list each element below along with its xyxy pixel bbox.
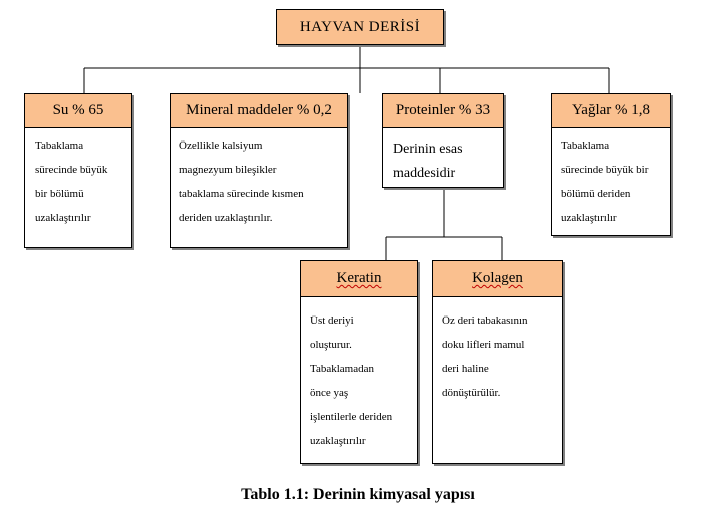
node-mineral-title: [171, 94, 347, 128]
node-su-line: uzaklaştırılır: [35, 212, 91, 224]
node-keratin: [300, 260, 418, 464]
node-keratin-body: [301, 309, 417, 453]
node-hayvan-derisi: [276, 9, 444, 45]
node-su-title-text: Su % 65: [52, 102, 104, 118]
node-protein: [382, 93, 504, 188]
node-yag-line: Tabaklama: [561, 140, 610, 152]
node-kolagen-body: [433, 309, 562, 405]
node-protein-title: [383, 94, 503, 128]
node-mineral: [170, 93, 348, 248]
node-protein-line: maddesidir: [393, 166, 456, 181]
node-mineral-line: deriden uzaklaştırılır.: [179, 212, 273, 224]
node-su-line: sürecinde büyük: [35, 164, 108, 176]
node-su-line: Tabaklama: [35, 140, 84, 152]
node-yag-body: [552, 134, 670, 230]
node-protein-body: [383, 138, 503, 186]
node-keratin-line: işlentilerle deriden: [310, 411, 393, 423]
figure-caption: Tablo 1.1: Derinin kimyasal yapısı: [241, 486, 475, 503]
node-keratin-line: oluşturur.: [310, 339, 352, 351]
node-yag-line: bölümü deriden: [561, 188, 631, 200]
node-yag-line: sürecinde büyük bir: [561, 164, 649, 176]
node-kolagen-line: doku lifleri mamul: [442, 339, 525, 351]
node-mineral-line: tabaklama sürecinde kısmen: [179, 188, 304, 200]
node-su-title: [25, 94, 131, 128]
node-keratin-line: önce yaş: [310, 387, 349, 399]
node-hayvan-derisi-label: HAYVAN DERİSİ: [299, 19, 421, 35]
node-mineral-line: magnezyum bileşikler: [179, 164, 277, 176]
node-yag: [551, 93, 671, 236]
node-keratin-title-text: Keratin: [336, 270, 382, 286]
node-yag-title: [552, 94, 670, 128]
node-kolagen-line: dönüştürülür.: [442, 387, 501, 399]
node-yag-line: uzaklaştırılır: [561, 212, 617, 224]
node-mineral-body: [171, 134, 347, 230]
node-kolagen-line: deri haline: [442, 363, 489, 375]
node-protein-title-text: Proteinler % 33: [395, 102, 491, 118]
node-keratin-line: uzaklaştırılır: [310, 435, 366, 447]
node-yag-title-text: Yağlar % 1,8: [571, 102, 651, 118]
node-kolagen-line: Öz deri tabakasının: [442, 315, 528, 327]
node-kolagen-title-text: Kolagen: [472, 270, 523, 286]
node-kolagen: [432, 260, 563, 464]
node-su: [24, 93, 132, 248]
node-keratin-line: Üst deriyi: [310, 315, 354, 327]
node-protein-line: Derinin esas: [393, 142, 463, 157]
node-keratin-title: [301, 261, 417, 297]
node-mineral-line: Özellikle kalsiyum: [179, 140, 263, 152]
node-keratin-line: Tabaklamadan: [310, 363, 374, 375]
node-su-body: [25, 134, 131, 230]
node-mineral-title-text: Mineral maddeler % 0,2: [186, 102, 332, 118]
node-kolagen-title: [433, 261, 562, 297]
node-su-line: bir bölümü: [35, 188, 84, 200]
